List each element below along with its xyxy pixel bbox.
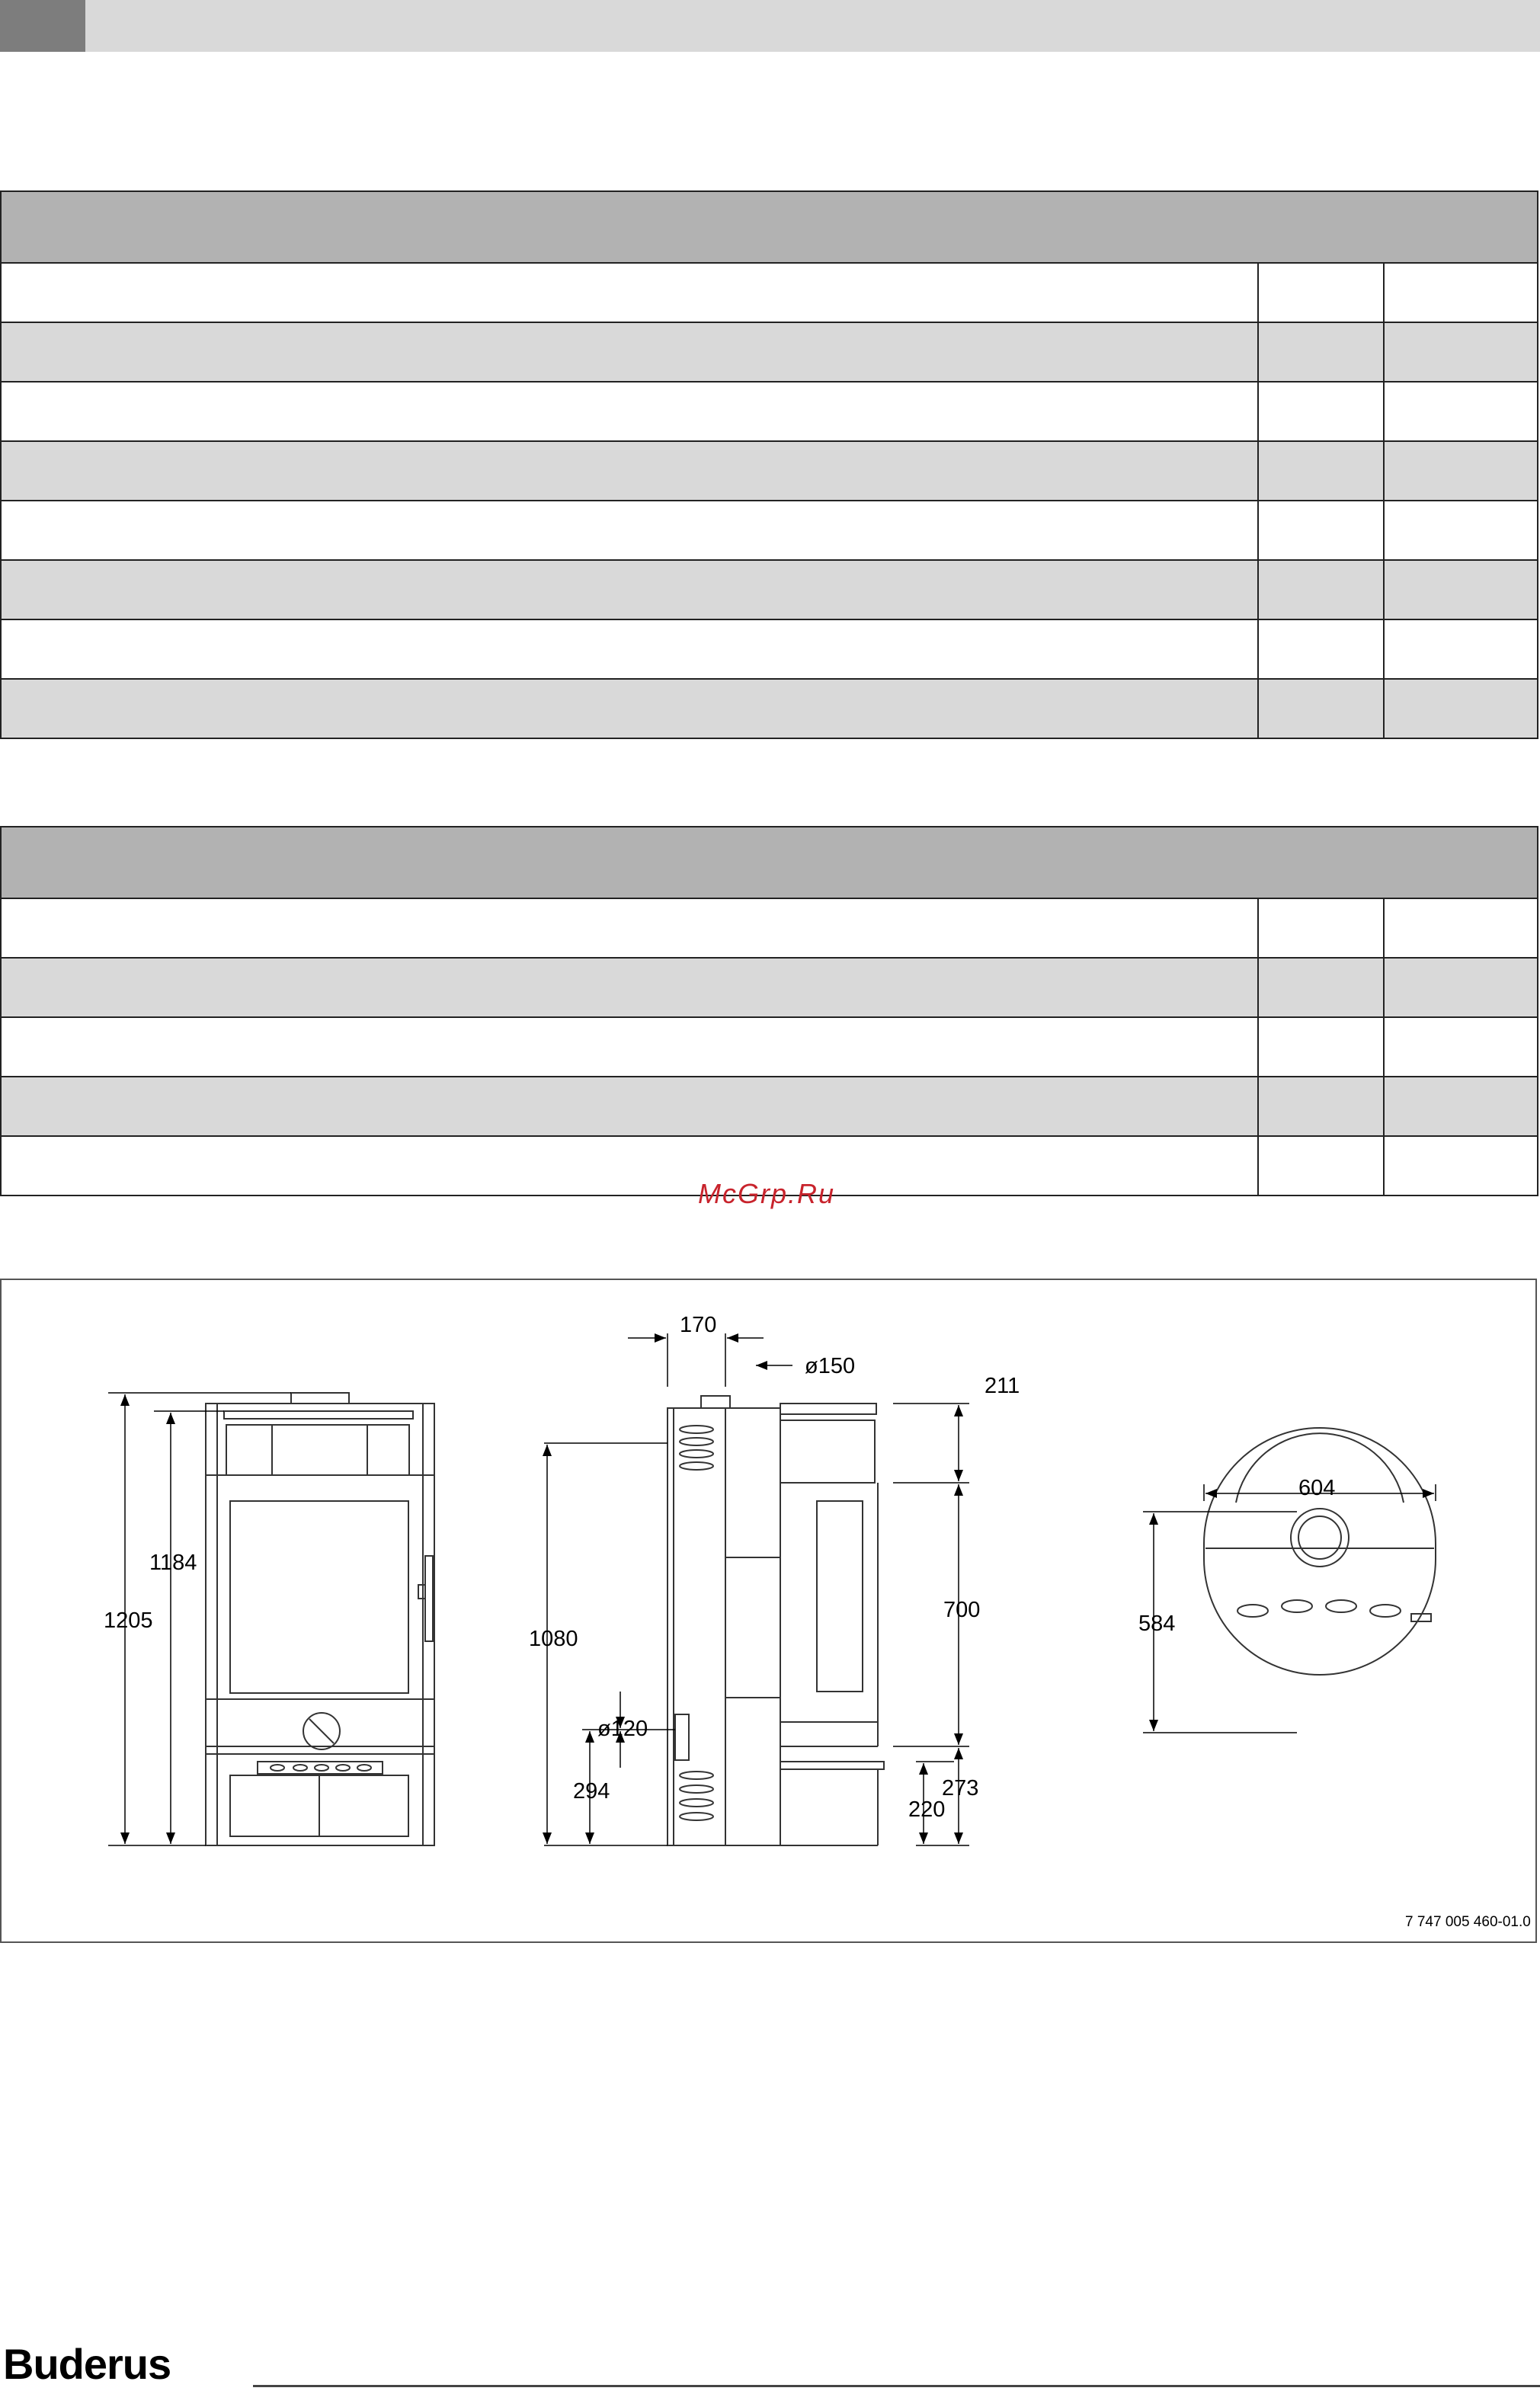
table-row bbox=[1, 1077, 1538, 1136]
side-view-dimensions bbox=[544, 1333, 969, 1845]
dim-middle: 700 bbox=[943, 1598, 981, 1622]
table-row bbox=[1, 382, 1538, 441]
dim-bottom-1: 273 bbox=[942, 1776, 979, 1800]
table-row bbox=[1, 560, 1538, 619]
table-row bbox=[1, 322, 1538, 382]
dimension-drawing bbox=[0, 1279, 1537, 1943]
footer-divider bbox=[253, 2385, 1540, 2387]
drawing-code: 7 747 005 460-01.0 bbox=[1405, 1914, 1531, 1930]
technical-data-table-1 bbox=[0, 190, 1538, 739]
dim-bottom-2: 220 bbox=[908, 1797, 946, 1822]
table-row bbox=[1, 1017, 1538, 1077]
table-row bbox=[1, 619, 1538, 679]
dim-flue-offset: 170 bbox=[680, 1313, 717, 1337]
brand-logo: Buderus bbox=[3, 2340, 171, 2388]
page-tab-marker bbox=[0, 0, 85, 52]
technical-data-table-2 bbox=[0, 826, 1538, 1196]
top-bar bbox=[0, 0, 1540, 52]
table-row bbox=[1, 501, 1538, 560]
table-row bbox=[1, 958, 1538, 1017]
dim-top: 211 bbox=[985, 1374, 1020, 1398]
dim-inner-height: 1184 bbox=[149, 1551, 197, 1575]
table-row bbox=[1, 898, 1538, 958]
top-view bbox=[1204, 1428, 1436, 1675]
dim-outlet-height: 1080 bbox=[529, 1627, 578, 1651]
table-row bbox=[1, 679, 1538, 738]
dim-air-inlet-diameter: ø120 bbox=[597, 1717, 648, 1741]
dim-total-height: 1205 bbox=[104, 1608, 153, 1633]
dim-width: 604 bbox=[1298, 1476, 1336, 1500]
table-header bbox=[1, 827, 1538, 898]
front-view bbox=[206, 1393, 434, 1845]
table-row bbox=[1, 441, 1538, 501]
watermark: McGrp.Ru bbox=[698, 1178, 836, 1209]
top-view-dimensions bbox=[1143, 1484, 1436, 1733]
dim-depth: 584 bbox=[1138, 1612, 1176, 1636]
dim-air-inlet-height: 294 bbox=[573, 1779, 610, 1804]
dim-flue-diameter: ø150 bbox=[805, 1354, 856, 1378]
side-view bbox=[668, 1396, 884, 1845]
table-header bbox=[1, 191, 1538, 263]
table-row bbox=[1, 263, 1538, 322]
dimension-drawing-svg bbox=[2, 1280, 1538, 1944]
